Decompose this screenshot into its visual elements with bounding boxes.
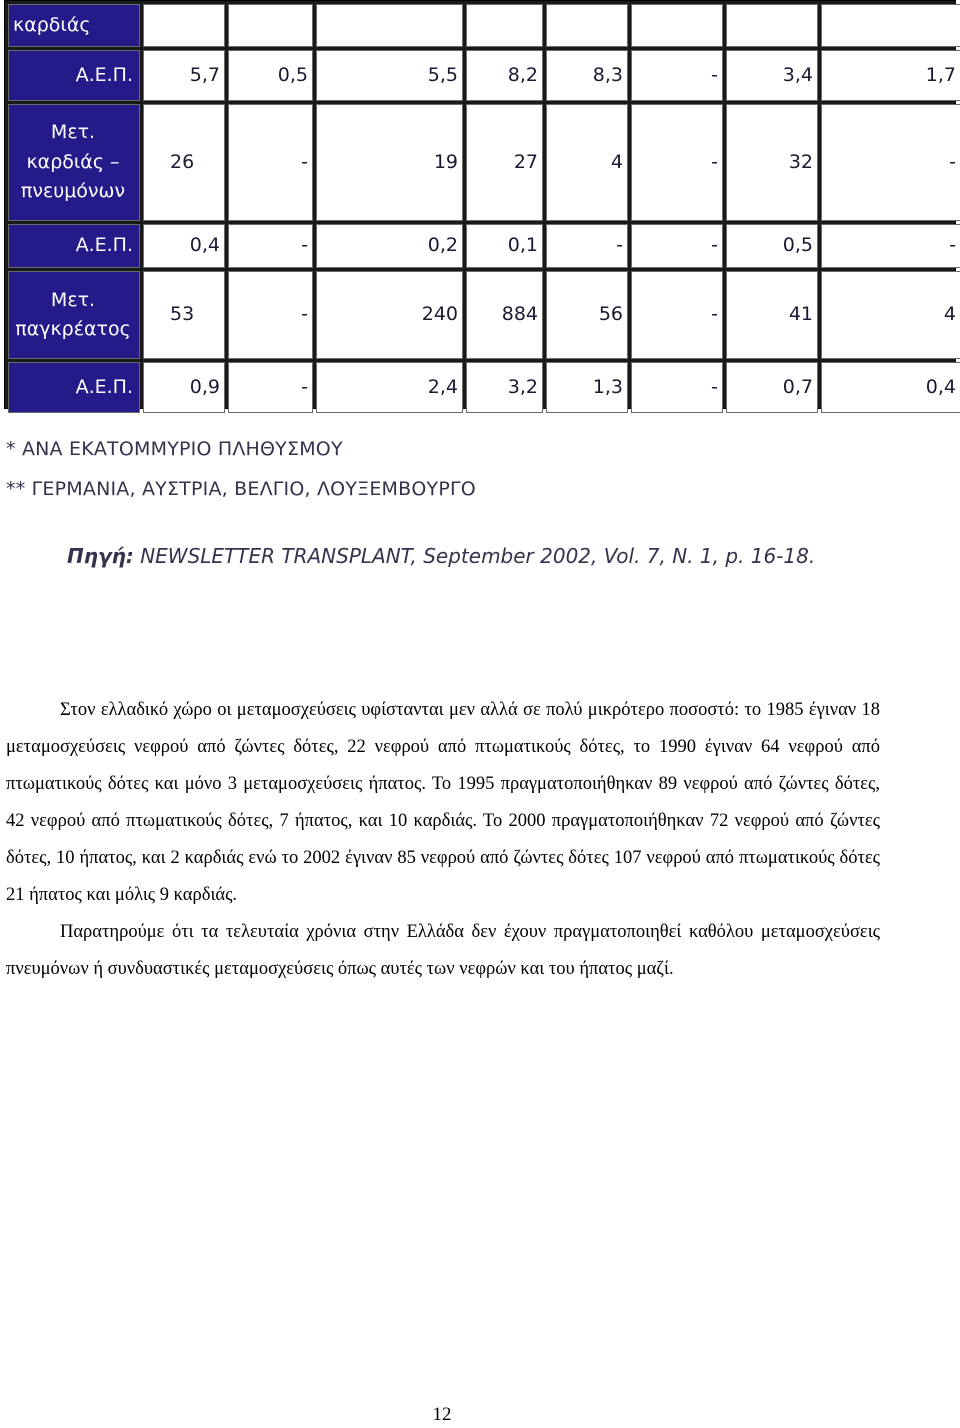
table-cell: 8,2 xyxy=(466,50,543,101)
table-row xyxy=(8,362,960,413)
table-cell: 0,1 xyxy=(466,224,543,268)
table-cell: 3,4 xyxy=(726,50,818,101)
table-cell xyxy=(466,4,543,47)
row-label: Μετ. παγκρέατος xyxy=(8,271,140,359)
table-cell: - xyxy=(631,271,723,359)
table-cell: 0,9 xyxy=(143,362,225,413)
table-row xyxy=(8,4,960,47)
table-row xyxy=(8,224,960,268)
table-cell: - xyxy=(631,50,723,101)
table-cell: 56 xyxy=(546,271,628,359)
table-cell: 8,3 xyxy=(546,50,628,101)
row-label: καρδιάς xyxy=(8,4,140,47)
table-cell: 0,4 xyxy=(821,362,960,413)
table-cell: 884 xyxy=(466,271,543,359)
table-cell xyxy=(316,4,463,47)
row-label: Α.Ε.Π. xyxy=(8,50,140,101)
table-cell: - xyxy=(228,362,313,413)
table-cell: 53 xyxy=(143,271,225,359)
table-cell: 0,5 xyxy=(726,224,818,268)
table-cell: 3,2 xyxy=(466,362,543,413)
footnote-countries: ** ΓΕΡΜΑΝΙΑ, ΑΥΣΤΡΙΑ, ΒΕΛΓΙΟ, ΛΟΥΞΕΜΒΟΥΡΓΟ xyxy=(6,478,476,500)
table-cell: - xyxy=(228,224,313,268)
table-cell: 2,4 xyxy=(316,362,463,413)
table-cell: 32 xyxy=(726,104,818,221)
table-cell: 4 xyxy=(546,104,628,221)
table-cell: - xyxy=(546,224,628,268)
body-text xyxy=(6,692,880,988)
table-cell: 5,7 xyxy=(143,50,225,101)
table-cell: 0,4 xyxy=(143,224,225,268)
table-cell: 41 xyxy=(726,271,818,359)
table-cell: - xyxy=(631,362,723,413)
table-cell xyxy=(228,4,313,47)
page-number: 12 xyxy=(432,1404,452,1425)
table-row xyxy=(8,271,960,359)
table-cell: 4 xyxy=(821,271,960,359)
table-cell xyxy=(631,4,723,47)
table-cell xyxy=(143,4,225,47)
row-label: Μετ. καρδιάς – πνευμόνων xyxy=(8,104,140,221)
table-cell: 5,5 xyxy=(316,50,463,101)
footnote-per-million: * ΑΝΑ ΕΚΑΤΟΜΜΥΡΙΟ ΠΛΗΘΥΣΜΟΥ xyxy=(6,438,343,460)
table-cell: 0,7 xyxy=(726,362,818,413)
table-cell: - xyxy=(821,224,960,268)
table-cell: 27 xyxy=(466,104,543,221)
source-label: Πηγή: xyxy=(67,544,134,568)
table-cell: - xyxy=(631,104,723,221)
table-cell: 1,3 xyxy=(546,362,628,413)
table-cell: - xyxy=(228,271,313,359)
table-row xyxy=(8,104,960,221)
source-text: NEWSLETTER TRANSPLANT, September 2002, Vol. 7, N. 1, p. 16-18. xyxy=(133,544,816,568)
table-cell: - xyxy=(821,104,960,221)
source-citation xyxy=(67,544,815,568)
data-table xyxy=(4,0,956,409)
table-cell: 1,7 xyxy=(821,50,960,101)
paragraph-1: Στον ελλαδικό χώρο οι μεταμοσχεύσεις υφίστανται μεν αλλά σε πολύ μικρότερο ποσοστό: το 1985 έγιναν 18 μεταμοσχεύσεις νεφρού από ζώντες δότες, 22 νεφρού από πτωματικούς δότες, το 1990 έγιναν 64 νεφρού από πτωματικούς δότες και μόνο 3 μεταμοσχεύσεις ήπατος. Το 1995 πραγματοποιήθηκαν 89 νεφρού από ζώντες δότες, 42 νεφρού από πτωματικούς δότες, 7 ήπατος, και 10 καρδιάς. Το 2000 πραγματοποιήθηκαν 72 νεφρού από ζώντες δότες, 10 ήπατος, και 2 καρδιάς ενώ το 2002 έγιναν 85 νεφρού από ζώντες δότες 107 νεφρού από πτωματικούς δότες 21 ήπατος και μόλις 9 καρδιάς. xyxy=(6,700,880,905)
paragraph-2: Παρατηρούμε ότι τα τελευταία χρόνια στην Ελλάδα δεν έχουν πραγματοποιηθεί καθόλου μεταμοσχεύσεις πνευμόνων ή συνδυαστικές μεταμοσχεύσεις όπως αυτές των νεφρών και του ήπατος μαζί. xyxy=(6,922,880,979)
table-cell: 19 xyxy=(316,104,463,221)
table-cell: 0,5 xyxy=(228,50,313,101)
table-cell xyxy=(546,4,628,47)
table-cell: 26 xyxy=(143,104,225,221)
table-cell: - xyxy=(228,104,313,221)
table-cell xyxy=(821,4,960,47)
table-cell xyxy=(726,4,818,47)
table-cell: 0,2 xyxy=(316,224,463,268)
row-label: Α.Ε.Π. xyxy=(8,362,140,413)
row-label: Α.Ε.Π. xyxy=(8,224,140,268)
transplant-table xyxy=(5,1,960,416)
table-row xyxy=(8,50,960,101)
table-cell: 240 xyxy=(316,271,463,359)
table-cell: - xyxy=(631,224,723,268)
